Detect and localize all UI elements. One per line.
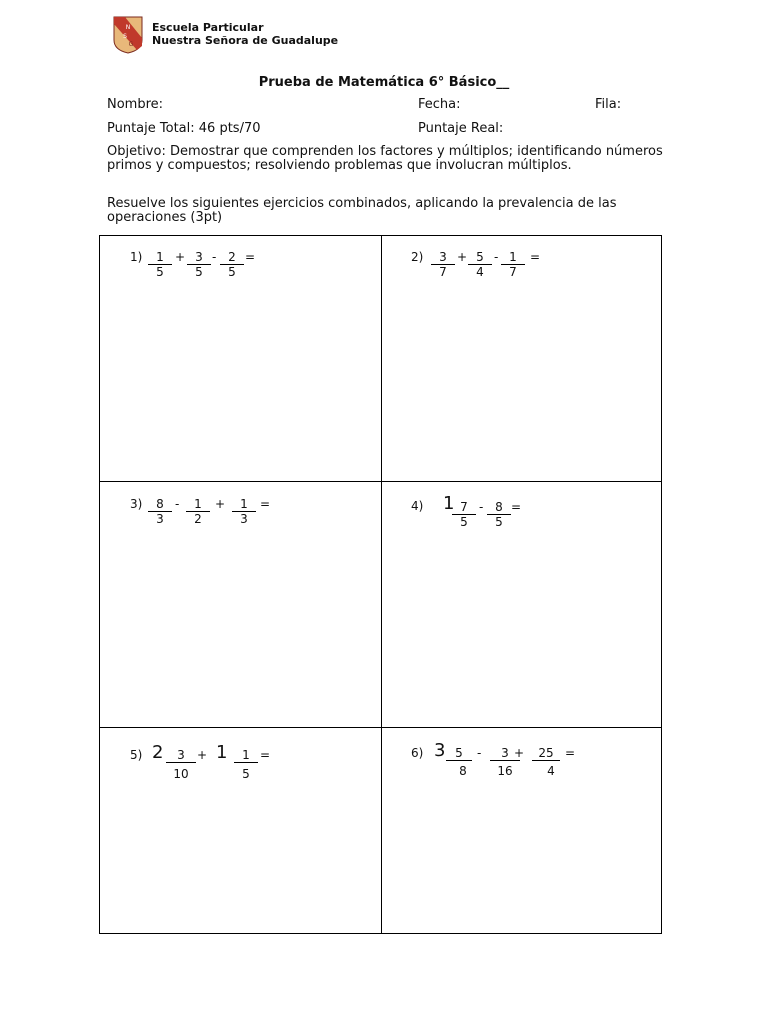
fraction: $\frac{2}{5}$ xyxy=(220,250,244,279)
school-name xyxy=(152,21,338,47)
nombre-label: Nombre: xyxy=(107,97,164,112)
fraction: $\frac{1}{7}$ xyxy=(501,250,525,279)
equals-sign: = xyxy=(260,497,271,511)
fraction: $\frac{3}{16}$ xyxy=(490,746,520,778)
fraction: $\frac{8}{5}$ xyxy=(487,500,511,529)
fraction: $\frac{3}{5}$ xyxy=(187,250,211,279)
puntaje-real-label: Puntaje Real: xyxy=(418,121,504,136)
fraction: $\frac{5}{8}$ xyxy=(446,746,472,778)
grid-divider-horizontal xyxy=(99,727,662,728)
svg-text:G: G xyxy=(128,41,134,48)
operator: - xyxy=(494,250,499,264)
objective-text: Objetivo: Demostrar que comprenden los factores y múltiplos; identificando números primos y compuestos; resolviendo problemas que involucran múltiplos. xyxy=(107,144,663,173)
equals-sign: = xyxy=(530,250,541,264)
school-name-line1: Escuela Particular xyxy=(152,21,264,34)
operator: + xyxy=(457,250,468,264)
operator: - xyxy=(175,497,180,511)
svg-text:S: S xyxy=(123,33,127,40)
fraction: $\frac{25}{4}$ xyxy=(532,746,560,778)
operator: - xyxy=(479,500,484,514)
equals-sign: = xyxy=(511,500,522,514)
puntaje-total-label: Puntaje Total: 46 pts/70 xyxy=(107,121,261,136)
equals-sign: = xyxy=(245,250,256,264)
instruction-text: Resuelve los siguientes ejercicios combinados, aplicando la prevalencia de las operaciones (3pt) xyxy=(107,196,617,225)
school-crest-logo xyxy=(113,16,143,54)
school-name-line2: Nuestra Señora de Guadalupe xyxy=(152,34,339,47)
operator: + xyxy=(197,748,208,762)
fraction: $\frac{1}{3}$ xyxy=(232,497,256,526)
fraction: $\frac{1}{2}$ xyxy=(186,497,210,526)
grid-divider-vertical xyxy=(381,235,382,934)
fraction: $\frac{1}{5}$ xyxy=(234,748,258,781)
fraction: $\frac{1}{5}$ xyxy=(148,250,172,279)
problem-number: 6) xyxy=(411,746,424,760)
equals-sign: = xyxy=(260,748,271,762)
operator: - xyxy=(212,250,217,264)
mixed-number-whole: 2 xyxy=(152,742,164,763)
problem-number: 1) xyxy=(130,250,143,264)
test-title: Prueba de Matemática 6° Básico__ xyxy=(258,75,510,90)
fraction: $\frac{7}{5}$ xyxy=(452,500,476,529)
operator: - xyxy=(477,746,482,760)
problem-number: 5) xyxy=(130,748,143,762)
operator: + xyxy=(215,497,226,511)
fecha-label: Fecha: xyxy=(418,97,461,112)
problem-number: 2) xyxy=(411,250,424,264)
equals-sign: = xyxy=(565,746,576,760)
mixed-number-whole: 1 xyxy=(443,493,455,514)
mixed-number-whole: 3 xyxy=(434,740,446,761)
problem-number: 3) xyxy=(130,497,143,511)
operator: + xyxy=(175,250,186,264)
fila-label: Fila: xyxy=(595,97,622,112)
grid-divider-horizontal xyxy=(99,481,662,482)
fraction: $\frac{8}{3}$ xyxy=(148,497,172,526)
operator: + xyxy=(514,746,525,760)
mixed-number-whole: 1 xyxy=(216,742,228,763)
fraction: $\frac{3}{7}$ xyxy=(431,250,455,279)
fraction: $\frac{3}{10}$ xyxy=(166,748,196,781)
problem-number: 4) xyxy=(411,499,424,513)
fraction: $\frac{5}{4}$ xyxy=(468,250,492,279)
svg-text:N: N xyxy=(125,24,131,31)
